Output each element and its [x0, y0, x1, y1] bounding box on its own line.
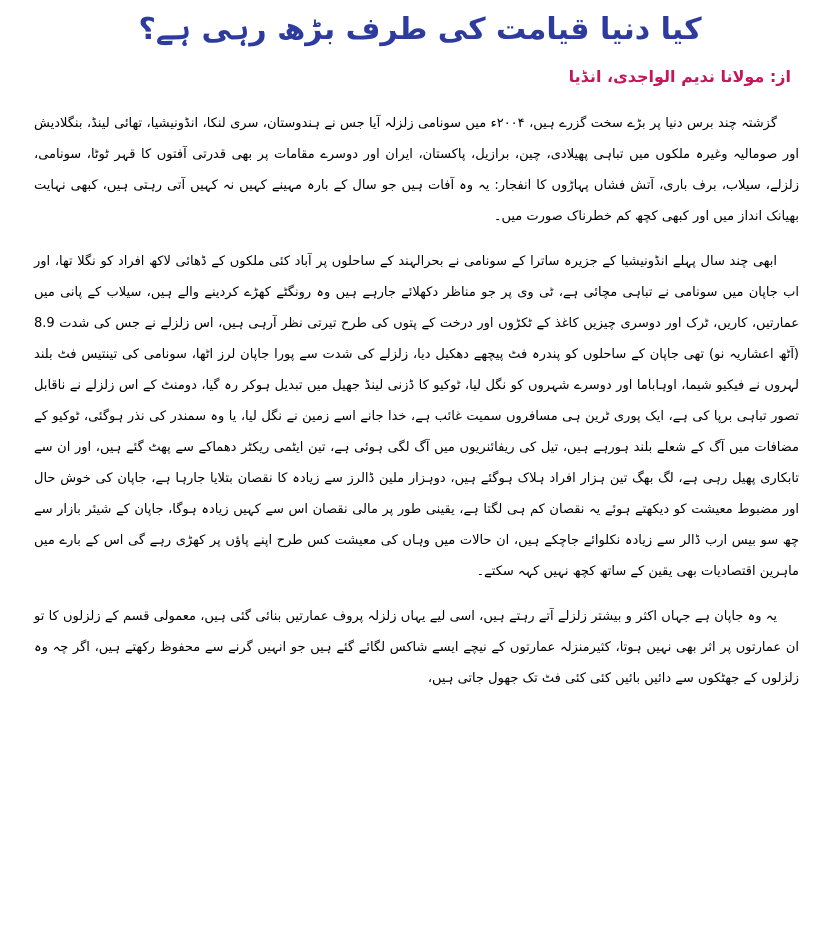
- article-title: کیا دنیا قیامت کی طرف بڑھ رہی ہے؟: [138, 12, 702, 47]
- article-body: [34, 108, 799, 708]
- article-paragraph-1: گزشتہ چند برس دنیا پر بڑے سخت گزرے ہیں، ۲۰۰۴ء میں سونامی زلزلہ آیا جس نے ہندوستان، سری لنکا، انڈونیشیا، تھائی لینڈ، بنگلادیش اور صومالیہ وغیرہ ملکوں میں تباہی پھیلادی، چین، برازیل، پاکستان، ایران اور دوسرے مقامات پر بھی قدرتی آفتوں کا قہر ٹوٹا، سونامی، زلزلے، سیلاب، برف باری، آتش فشاں پہاڑوں کا انفجار: یہ وہ آفات ہیں جو سال کے بارہ مہینے کہیں نہ کہیں آتی رہتی ہیں، کبھی نہایت بھیانک انداز میں اور کبھی کچھ کم خطرناک صورت میں۔: [34, 116, 799, 224]
- article-paragraph-2: ابھی چند سال پہلے انڈونیشیا کے جزیرہ ساترا کے سونامی نے بحرالہند کے ساحلوں پر آباد کئی ملکوں کے ڈھائی لاکھ افراد کو نگلا تھا، اور اب جاپان میں سونامی نے تباہی مچائی ہے، ٹی وی پر جو مناظر دکھلائے جارہے ہیں وہ رونگٹے کھڑے کردینے والے ہیں، سیلاب کے پانی میں عمارتیں، کاریں، ٹرک اور دوسری چیزیں کاغذ کے ٹکڑوں اور درخت کے پتوں کی طرح تیرتی نظر آرہی ہیں، اس زلزلے نے جس کی شدت 8.9 (آٹھ اعشاریہ نو) تھی جاپان کے ساحلوں کو پندرہ فٹ پیچھے دھکیل دیا، زلزلے کی شدت سے پورا جاپان لرز اٹھا، سونامی کی تینتیس فٹ بلند لہروں نے فیکیو شیما، اوہاباما اور دوسرے شہروں کو نگل لیا، ٹوکیو کا ڈزنی لینڈ جھیل میں تبدیل ہوکر رہ گیا، دومنٹ کے اس زلزلے نے ناقابل تصور تباہی برپا کی ہے، ایک پوری ٹرین ہی مسافروں سمیت غائب ہے، خدا جانے اسے زمین نے نگل لیا، یا وہ سمندر کی نذر ہوگئی، ٹوکیو کے مضافات میں آگ کے شعلے بلند ہورہے ہیں، تیل کی ریفائنریوں میں آگ لگی ہوئی ہے، تین ایٹمی ریکٹر دھماکے سے پھٹ گئے ہیں، اور ان سے تابکاری پھیل رہی ہے، لگ بھگ تین ہزار افراد ہلاک ہوگئے ہیں، دوہزار ملین ڈالرز سے زیادہ کا نقصان بتلایا جارہا ہے، جاپان کی خوش حال اور مضبوط معیشت کو دیکھتے ہوئے یہ نقصان کم ہی لگتا ہے، یقینی طور پر مالی نقصان اس سے کہیں زیادہ ہوگا، جاپان کے شیئر بازار سے چھ سو بیس ارب ڈالر سے زیادہ نکلوائے جاچکے ہیں، ان حالات میں وہاں کی معیشت کس طرح اپنے پاؤں پر کھڑی رہے گی اس کے بارے میں ماہرین اقتصادیات بھی یقین کے ساتھ کچھ نہیں کہہ سکتے۔: [34, 254, 799, 579]
- article-paragraph-3: یہ وہ جاپان ہے جہاں اکثر و بیشتر زلزلے آتے رہتے ہیں، اسی لیے یہاں زلزلہ پروف عمارتیں بنائی گئی ہیں، معمولی قسم کے زلزلوں کا تو ان عمارتوں پر اثر بھی نہیں ہوتا، کثیرمنزلہ عمارتوں کے نیچے ایسے شاکس لگائے گئے ہیں جو انہیں گرنے سے محفوظ رکھتے ہیں، اگر چہ وہ زلزلوں کے جھٹکوں سے دائیں بائیں کئی کئی فٹ تک جھول جاتی ہیں،: [34, 609, 799, 686]
- article-byline: از: مولانا ندیم الواجدی، انڈیا: [568, 67, 791, 86]
